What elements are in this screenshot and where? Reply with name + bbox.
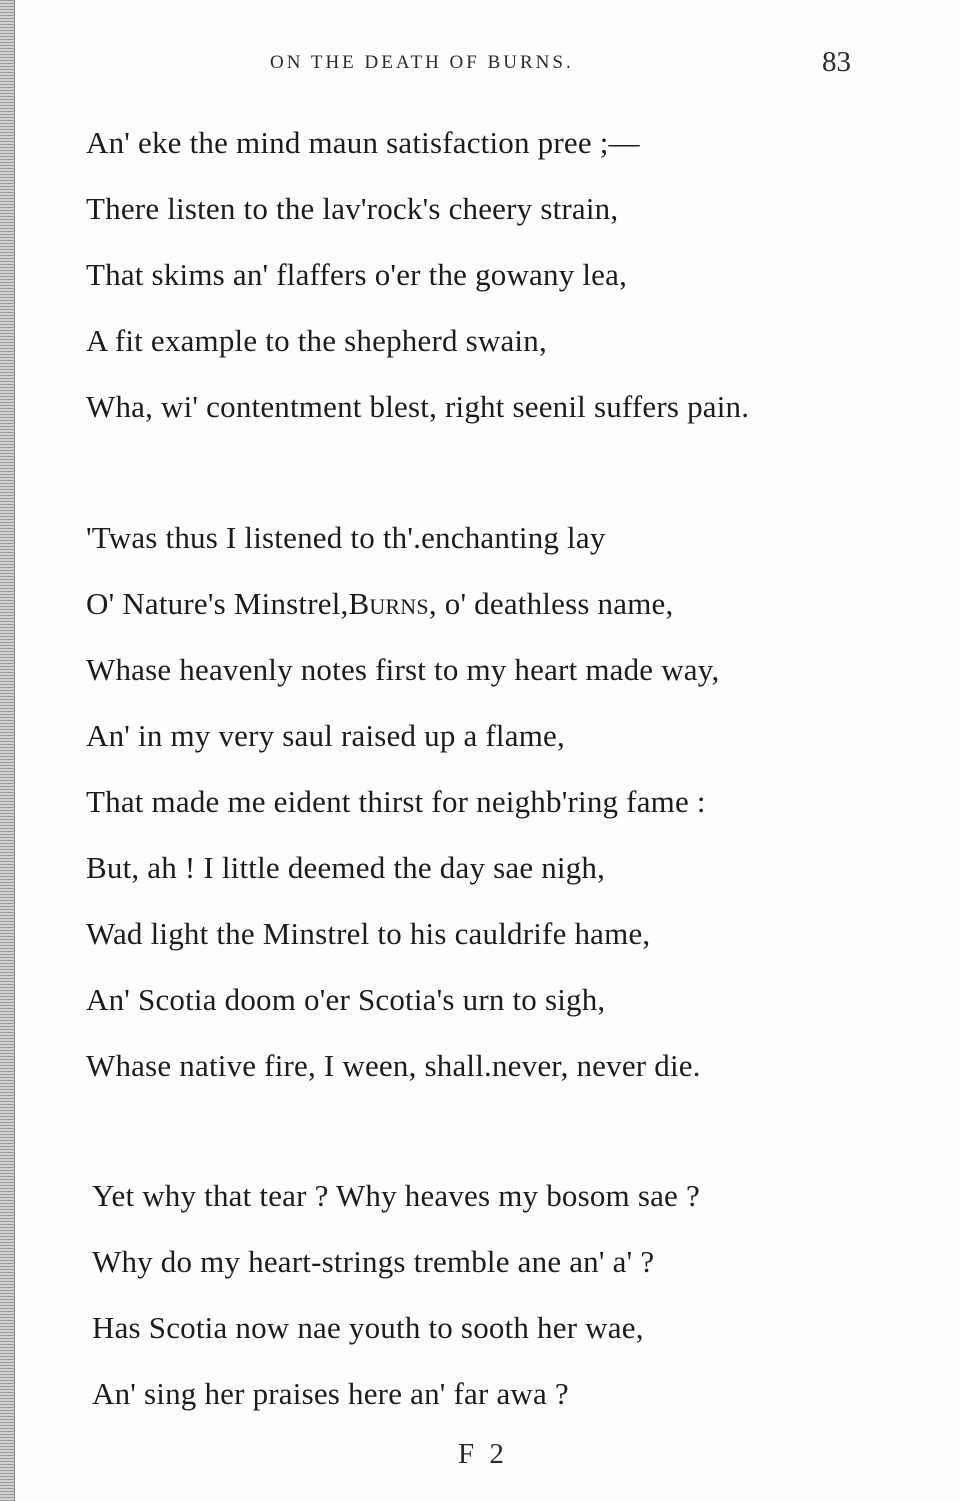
verse-line-part: , o' deathless name, bbox=[428, 586, 674, 621]
verse-line: That skims an' flaffers o'er the gowany lea, bbox=[86, 257, 628, 292]
verse-line: Yet why that tear ? Why heaves my bosom sae ? bbox=[92, 1178, 700, 1213]
verse-line-part: O' Nature's Minstrel, bbox=[86, 586, 349, 621]
page-binding-edge bbox=[0, 0, 15, 1501]
verse-line: There listen to the lav'rock's cheery strain, bbox=[86, 191, 619, 226]
verse-line bbox=[86, 571, 886, 637]
verse-line: An' in my very saul raised up a flame, bbox=[86, 718, 565, 753]
verse-line: Whase heavenly notes first to my heart made way, bbox=[86, 652, 720, 687]
stanza-1 bbox=[86, 110, 886, 440]
verse-line: An' sing her praises here an' far awa ? bbox=[92, 1376, 569, 1411]
verse-line: Has Scotia now nae youth to sooth her wae, bbox=[92, 1310, 644, 1345]
page-number: 83 bbox=[822, 46, 851, 78]
verse-line: An' Scotia doom o'er Scotia's urn to sigh, bbox=[86, 982, 606, 1017]
poet-name: Burns bbox=[348, 586, 429, 621]
verse-line: Wha, wi' contentment blest, right seenil suffers pain. bbox=[86, 389, 750, 424]
verse-line: An' eke the mind maun satisfaction pree ;— bbox=[86, 125, 640, 160]
verse-line: Why do my heart-strings tremble ane an' a' ? bbox=[92, 1244, 655, 1279]
verse-line: Wad light the Minstrel to his cauldrife hame, bbox=[86, 916, 651, 951]
verse-line: That made me eident thirst for neighb'ring fame : bbox=[86, 784, 706, 819]
stanza-3 bbox=[92, 1163, 892, 1427]
running-title: ON THE DEATH OF BURNS. bbox=[270, 52, 574, 73]
page-header bbox=[0, 46, 960, 82]
verse-line: But, ah ! I little deemed the day sae nigh, bbox=[86, 850, 606, 885]
printer-signature-mark: F 2 bbox=[458, 1438, 508, 1470]
stanza-2 bbox=[86, 505, 886, 1099]
verse-line: A fit example to the shepherd swain, bbox=[86, 323, 547, 358]
verse-line: 'Twas thus I listened to th'.enchanting lay bbox=[86, 520, 606, 555]
verse-line: Whase native fire, I ween, shall.never, never die. bbox=[86, 1048, 701, 1083]
